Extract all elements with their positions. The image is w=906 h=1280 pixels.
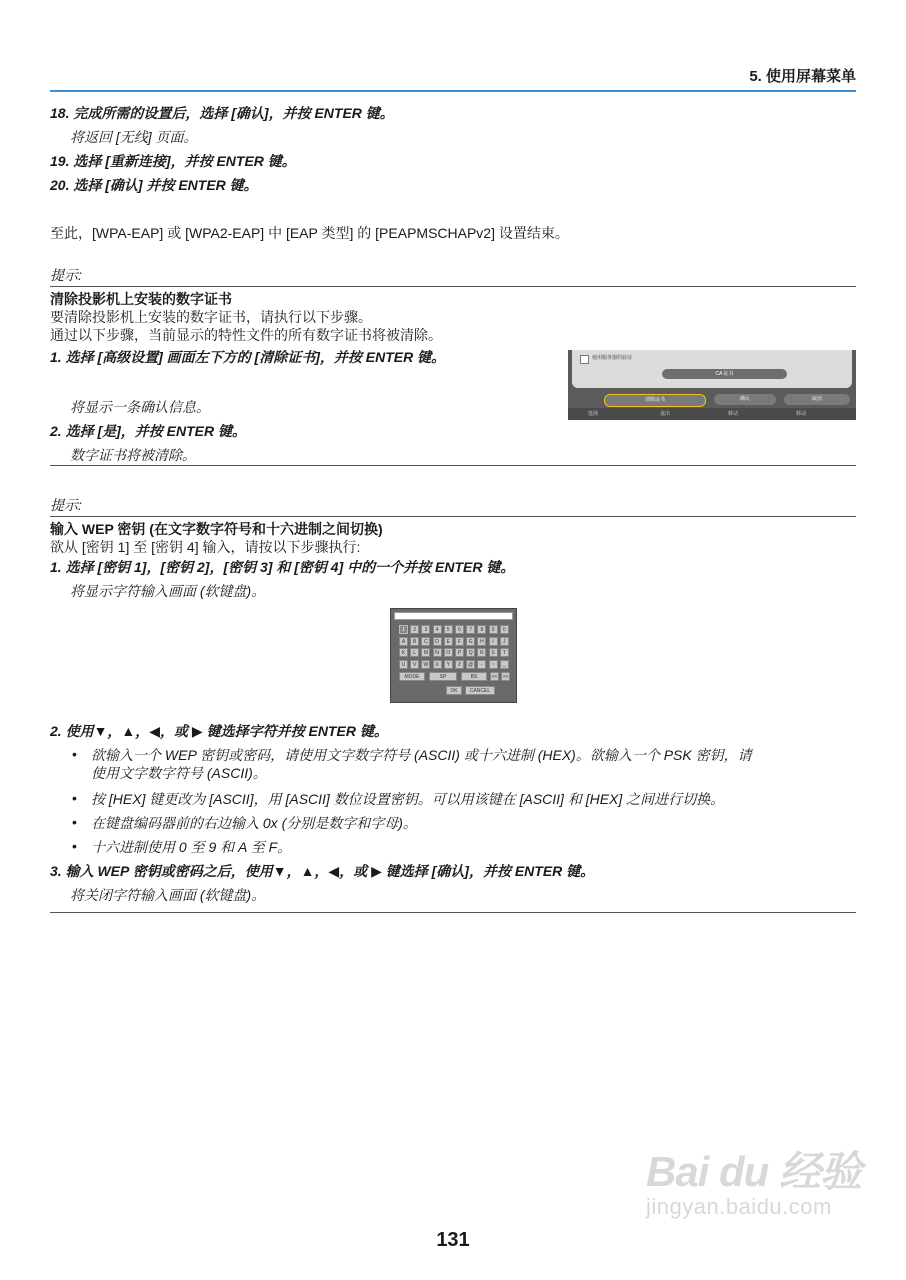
tip2-step2: 2. 使用▼，▲，◀，或 ▶ 键选择字符并按 ENTER 键。: [50, 723, 388, 739]
ok-key: OK: [446, 686, 462, 695]
keyboard-key: 2: [410, 625, 419, 634]
hint-move-2: 移动: [796, 411, 807, 417]
server-verify-label: 使用服务器的验证: [592, 355, 633, 361]
ca-cert-button: CA 证书: [662, 369, 787, 379]
keyboard-input-field: [394, 612, 513, 620]
tip1-line1: 要清除投影机上安装的数字证书，请执行以下步骤。: [50, 309, 372, 325]
keyboard-key: X: [433, 660, 442, 669]
keyboard-key: _: [500, 660, 509, 669]
cursor-left-key: <<: [491, 674, 498, 680]
keyboard-key: @: [468, 661, 474, 668]
mode-key: MODE: [399, 672, 425, 681]
server-verify-checkbox: [580, 355, 589, 364]
advanced-settings-screenshot: [568, 350, 856, 420]
bullet-1-line2: 使用文字数字符号 (ASCII)。: [91, 765, 267, 781]
watermark-url: jingyan.baidu.com: [646, 1194, 832, 1219]
keyboard-key: I: [489, 637, 498, 646]
cancel-button: 取消: [784, 394, 850, 405]
baidu-watermark: [646, 1150, 861, 1220]
tip2-title: 输入 WEP 密钥 (在文字数字符号和十六进制之间切换): [50, 521, 383, 537]
keyboard-key: T: [500, 648, 509, 657]
page-number: 131: [436, 1229, 470, 1251]
bullet-dot-4: •: [72, 838, 77, 854]
keyboard-key: 1: [399, 625, 408, 634]
tip1-top-rule: [50, 286, 856, 287]
step-18: 18. 完成所需的设置后，选择 [确认]，并按 ENTER 键。: [50, 105, 394, 121]
keyboard-key: W: [421, 660, 430, 669]
keyboard-key: J: [500, 637, 509, 646]
keyboard-key: P: [455, 648, 464, 657]
hint-bar: [568, 408, 856, 420]
keyboard-key: Y: [444, 660, 453, 669]
keyboard-key: A: [399, 637, 408, 646]
tip2-line1: 欲从 [密钥 1] 至 [密钥 4] 输入，请按以下步骤执行:: [50, 539, 361, 555]
bullet-dot-2: •: [72, 790, 77, 806]
keyboard-key: N: [433, 648, 442, 657]
bullet-dot-1: •: [72, 746, 77, 762]
ok-button: 确认: [714, 394, 776, 405]
keyboard-key: O: [444, 648, 453, 657]
bullet-dot-3: •: [72, 814, 77, 830]
keyboard-key: -: [477, 660, 486, 669]
keyboard-key: Z: [455, 660, 464, 669]
cursor-right-key: >>: [502, 674, 509, 680]
tip2-step1: 1. 选择 [密钥 1]，[密钥 2]，[密钥 3] 和 [密钥 4] 中的一个并按 ENTER 键。: [50, 559, 515, 575]
tip2-label: 提示:: [50, 497, 82, 513]
tip1-step2: 2. 选择 [是]，并按 ENTER 键。: [50, 423, 247, 439]
step-18-result: 将返回 [无线] 页面。: [70, 129, 198, 145]
bullet-3: 在键盘编码器前的右边输入 0x (分别是数字和字母)。: [91, 815, 417, 831]
cancel-key: CANCEL: [465, 686, 495, 695]
tip2-top-rule: [50, 516, 856, 517]
keyboard-key: ~: [489, 660, 498, 669]
keyboard-key: F: [455, 637, 464, 646]
keyboard-key: 7: [466, 625, 475, 634]
keyboard-key: 9: [489, 625, 498, 634]
tip1-step1: 1. 选择 [高级设置] 画面左下方的 [清除证书]，并按 ENTER 键。: [50, 349, 446, 365]
header-rule: [50, 90, 856, 92]
keyboard-key: 8: [477, 625, 486, 634]
keyboard-key: Q: [466, 648, 475, 657]
keyboard-key: 0: [500, 625, 509, 634]
bullet-4: 十六进制使用 0 至 9 和 A 至 F。: [91, 839, 292, 855]
tip2-step3: 3. 输入 WEP 密钥或密码之后，使用▼，▲，◀，或 ▶ 键选择 [确认]，并按 ENTER 键。: [50, 863, 595, 879]
keyboard-key: C: [421, 637, 430, 646]
tip1-label: 提示:: [50, 267, 82, 283]
sp-key: SP: [429, 672, 457, 681]
keyboard-key: U: [399, 660, 408, 669]
keyboard-key: D: [433, 637, 442, 646]
tip2-bottom-rule: [50, 912, 856, 913]
keyboard-key: H: [477, 637, 486, 646]
hint-move-1: 移动: [728, 411, 739, 417]
bullet-2: 按 [HEX] 键更改为 [ASCII]，用 [ASCII] 数位设置密钥。可以用该键在 [ASCII] 和 [HEX] 之间进行切换。: [91, 791, 725, 807]
clear-cert-button: 清除证书: [604, 394, 706, 407]
step-19: 19. 选择 [重新连接]，并按 ENTER 键。: [50, 153, 296, 169]
hint-exit: 退出: [660, 411, 671, 417]
keyboard-key: 5: [444, 625, 453, 634]
soft-keyboard-screenshot: [390, 608, 517, 703]
step-20: 20. 选择 [确认] 并按 ENTER 键。: [50, 177, 258, 193]
tip1-step2-result: 数字证书将被清除。: [70, 447, 196, 463]
summary-text: 至此，[WPA-EAP] 或 [WPA2-EAP] 中 [EAP 类型] 的 [PEAPMSCHAPv2] 设置结束。: [50, 225, 569, 241]
keyboard-key: 6: [455, 625, 464, 634]
keyboard-key: K: [399, 648, 408, 657]
bullet-1-line1: 欲输入一个 WEP 密钥或密码，请使用文字数字符号 (ASCII) 或十六进制 (HEX)。欲输入一个 PSK 密钥，请: [91, 747, 752, 763]
bs-key: BS: [461, 672, 487, 681]
keyboard-key: S: [489, 648, 498, 657]
watermark-brand: Bai du 经验: [646, 1148, 862, 1195]
keyboard-key: L: [410, 648, 419, 657]
chapter-title: 5. 使用屏幕菜单: [749, 68, 856, 85]
keyboard-key: V: [410, 660, 419, 669]
keyboard-key: 3: [421, 625, 430, 634]
tip1-title: 清除投影机上安装的数字证书: [50, 291, 232, 307]
tip1-line2: 通过以下步骤，当前显示的特性文件的所有数字证书将被清除。: [50, 327, 442, 343]
tip2-step1-result: 将显示字符输入画面 (软键盘)。: [70, 583, 266, 599]
tip1-bottom-rule: [50, 465, 856, 466]
tip2-step3-result: 将关闭字符输入画面 (软键盘)。: [70, 887, 266, 903]
keyboard-key: G: [466, 637, 475, 646]
hint-select: 选择: [588, 411, 599, 417]
settings-panel: [572, 350, 852, 388]
keyboard-key: B: [410, 637, 419, 646]
tip1-step1-result: 将显示一条确认信息。: [70, 399, 210, 415]
keyboard-key: R: [477, 648, 486, 657]
keyboard-key: E: [444, 637, 453, 646]
keyboard-key: M: [421, 648, 430, 657]
keyboard-key: 4: [433, 625, 442, 634]
